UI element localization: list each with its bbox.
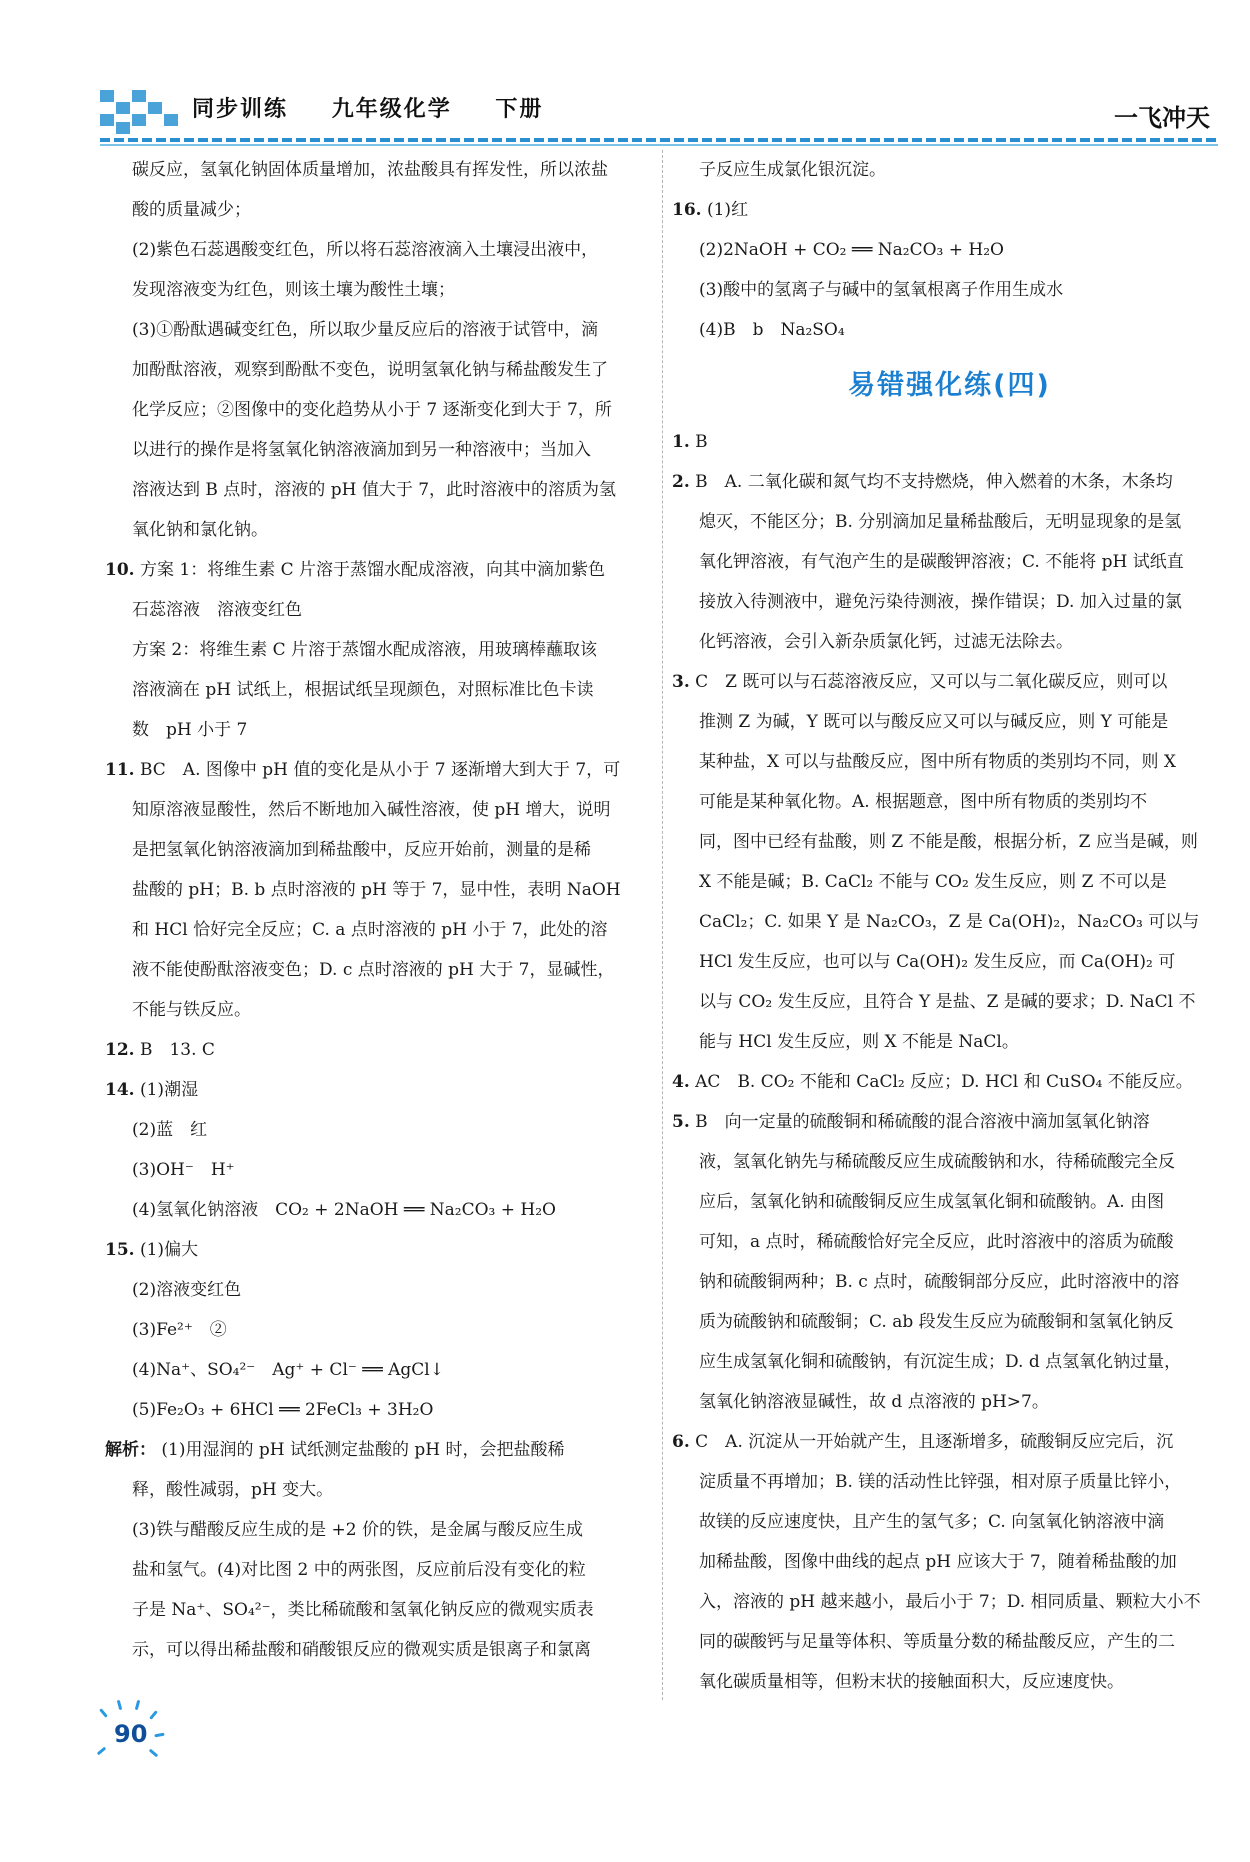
- line-text: 示，可以得出稀盐酸和硝酸银反应的微观实质是银离子和氯离: [132, 1640, 591, 1660]
- text-line: [672, 462, 1227, 502]
- line-text: 不能与铁反应。: [132, 1000, 251, 1020]
- line-text: B 向一定量的硫酸铜和稀硫酸的混合溶液中滴加氢氧化钠溶: [695, 1112, 1150, 1132]
- line-text: 加酚酞溶液，观察到酚酞不变色，说明氢氧化钠与稀盐酸发生了: [132, 360, 608, 380]
- line-text: 推测 Z 为碱，Y 既可以与酸反应又可以与碱反应，则 Y 可能是: [699, 712, 1169, 732]
- text-line: [105, 1590, 650, 1630]
- logo-blocks-icon: [100, 90, 180, 134]
- text-line: [105, 1350, 650, 1390]
- header-title: [192, 92, 577, 123]
- line-text: 氧化钾溶液，有气泡产生的是碳酸钾溶液；C. 不能将 pH 试纸直: [699, 552, 1184, 572]
- line-text: (2)2NaOH + CO₂ ══ Na₂CO₃ + H₂O: [699, 240, 1004, 260]
- text-line: [105, 430, 650, 470]
- text-line: [672, 742, 1227, 782]
- line-text: 液不能使酚酞溶液变色；D. c 点时溶液的 pH 大于 7，显碱性，: [132, 960, 615, 980]
- line-text: B: [695, 432, 708, 452]
- line-text: 故镁的反应速度快，且产生的氢气多；C. 向氢氧化钠溶液中滴: [699, 1512, 1165, 1532]
- text-line: [105, 1630, 650, 1670]
- question-number: 2.: [672, 472, 690, 492]
- line-text: 酸的质量减少；: [132, 200, 251, 220]
- line-text: (3)①酚酞遇碱变红色，所以取少量反应后的溶液于试管中，滴: [132, 320, 599, 340]
- text-line: [672, 1142, 1227, 1182]
- line-text: 应生成氢氧化铜和硫酸钠，有沉淀生成；D. d 点氢氧化钠过量，: [699, 1352, 1182, 1372]
- text-line: [672, 902, 1227, 942]
- line-text: 质为硫酸钠和硫酸铜；C. ab 段发生反应为硫酸铜和氢氧化钠反: [699, 1312, 1174, 1332]
- line-text: (3)铁与醋酸反应生成的是 +2 价的铁，是金属与酸反应生成: [132, 1520, 583, 1540]
- line-text: (4)B b Na₂SO₄: [699, 320, 845, 340]
- text-line: [105, 310, 650, 350]
- line-text: 加稀盐酸，图像中曲线的起点 pH 应该大于 7，随着稀盐酸的加: [699, 1552, 1177, 1572]
- line-text: 化学反应；②图像中的变化趋势从小于 7 逐渐变化到大于 7，所: [132, 400, 612, 420]
- line-text: 以与 CO₂ 发生反应，且符合 Y 是盐、Z 是碱的要求；D. NaCl 不: [699, 992, 1196, 1012]
- text-line: [672, 862, 1227, 902]
- line-text: 碳反应，氢氧化钠固体质量增加，浓盐酸具有挥发性，所以浓盐: [132, 160, 608, 180]
- page-header: [0, 0, 1250, 150]
- line-text: C Z 既可以与石蕊溶液反应，又可以与二氧化碳反应，则可以: [695, 672, 1168, 692]
- line-text: 释，酸性减弱，pH 变大。: [132, 1480, 334, 1500]
- line-text: 方案 2：将维生素 C 片溶于蒸馏水配成溶液，用玻璃棒蘸取该: [132, 640, 598, 660]
- question-number: 14.: [105, 1080, 135, 1100]
- text-line: [105, 830, 650, 870]
- question-number: 3.: [672, 672, 690, 692]
- brand-logo: 一飞冲天: [1114, 104, 1210, 132]
- text-line: [105, 270, 650, 310]
- line-text: (2)蓝 红: [132, 1120, 208, 1140]
- line-text: (1)偏大: [139, 1240, 199, 1260]
- text-line: [105, 990, 650, 1030]
- line-text: 接放入待测液中，避免污染待测液，操作错误；D. 加入过量的氯: [699, 592, 1182, 612]
- right-column: [672, 150, 1227, 1702]
- question-number: 12.: [105, 1040, 135, 1060]
- question-number: 10.: [105, 560, 135, 580]
- line-text: 溶液达到 B 点时，溶液的 pH 值大于 7，此时溶液中的溶质为氢: [132, 480, 617, 500]
- question-number: 4.: [672, 1072, 690, 1092]
- line-text: 氧化碳质量相等，但粉末状的接触面积大，反应速度快。: [699, 1672, 1124, 1692]
- line-text: BC A. 图像中 pH 值的变化是从小于 7 逐渐增大到大于 7，可: [139, 760, 621, 780]
- line-text: (1)红: [706, 200, 749, 220]
- line-text: B A. 二氧化碳和氮气均不支持燃烧，伸入燃着的木条，木条均: [695, 472, 1173, 492]
- line-text: 入，溶液的 pH 越来越小，最后小于 7；D. 相同质量、颗粒大小不: [699, 1592, 1201, 1612]
- text-line: [105, 230, 650, 270]
- line-text: CaCl₂；C. 如果 Y 是 Na₂CO₃，Z 是 Ca(OH)₂，Na₂CO₃ 可以与: [699, 912, 1200, 932]
- line-text: 数 pH 小于 7: [132, 720, 248, 740]
- text-line: [105, 870, 650, 910]
- text-line: [105, 1270, 650, 1310]
- text-line: [672, 782, 1227, 822]
- analysis-label: 解析：: [105, 1440, 156, 1460]
- line-text: (3)酸中的氢离子与碱中的氢氧根离子作用生成水: [699, 280, 1064, 300]
- text-line: [672, 1382, 1227, 1422]
- text-line: [105, 590, 650, 630]
- text-line: [672, 1342, 1227, 1382]
- question-number: 6.: [672, 1432, 690, 1452]
- text-line: [105, 1030, 650, 1070]
- text-line: [105, 1070, 650, 1110]
- text-line: [672, 582, 1227, 622]
- line-text: 钠和硫酸铜两种；B. c 点时，硫酸铜部分反应，此时溶液中的溶: [699, 1272, 1180, 1292]
- line-text: HCl 发生反应，也可以与 Ca(OH)₂ 发生反应，而 Ca(OH)₂ 可: [699, 952, 1176, 972]
- text-line: [105, 630, 650, 670]
- text-line: [105, 510, 650, 550]
- text-line: [105, 550, 650, 590]
- text-line: [672, 822, 1227, 862]
- text-line: [672, 1302, 1227, 1342]
- line-text: C A. 沉淀从一开始就产生，且逐渐增多，硫酸铜反应完后，沉: [695, 1432, 1174, 1452]
- question-number: 5.: [672, 1112, 690, 1132]
- line-text: (5)Fe₂O₃ + 6HCl ══ 2FeCl₃ + 3H₂O: [132, 1400, 434, 1420]
- text-line: [105, 1550, 650, 1590]
- line-text: 盐酸的 pH；B. b 点时溶液的 pH 等于 7，显中性，表明 NaOH: [132, 880, 621, 900]
- line-text: (1)用湿润的 pH 试纸测定盐酸的 pH 时，会把盐酸稀: [161, 1440, 565, 1460]
- line-text: 以进行的操作是将氢氧化钠溶液滴加到另一种溶液中；当加入: [132, 440, 591, 460]
- text-line: [672, 1262, 1227, 1302]
- line-text: 是把氢氧化钠溶液滴加到稀盐酸中，反应开始前，测量的是稀: [132, 840, 591, 860]
- text-line: [105, 710, 650, 750]
- line-text: 溶液滴在 pH 试纸上，根据试纸呈现颜色，对照标准比色卡读: [132, 680, 594, 700]
- question-number: 15.: [105, 1240, 135, 1260]
- text-line: [105, 1470, 650, 1510]
- left-column: [105, 150, 650, 1670]
- text-line: [672, 1542, 1227, 1582]
- line-text: 方案 1：将维生素 C 片溶于蒸馏水配成溶液，向其中滴加紫色: [139, 560, 606, 580]
- header-rule: [100, 138, 1218, 142]
- line-text: 盐和氢气。(4)对比图 2 中的两张图，反应前后没有变化的粒: [132, 1560, 586, 1580]
- text-line: [105, 1190, 650, 1230]
- question-number: 16.: [672, 200, 702, 220]
- text-line: [672, 542, 1227, 582]
- line-text: (3)Fe²⁺ ②: [132, 1320, 227, 1340]
- text-line: [105, 1310, 650, 1350]
- line-text: 知原溶液显酸性，然后不断地加入碱性溶液，使 pH 增大，说明: [132, 800, 611, 820]
- line-text: 石蕊溶液 溶液变红色: [132, 600, 302, 620]
- volume: 下册: [495, 97, 544, 122]
- text-line: [105, 750, 650, 790]
- text-line: [105, 950, 650, 990]
- text-line: [672, 422, 1227, 462]
- text-line: [105, 470, 650, 510]
- line-text: (3)OH⁻ H⁺: [132, 1160, 235, 1180]
- line-text: (1)潮湿: [139, 1080, 199, 1100]
- line-text: 化钙溶液，会引入新杂质氯化钙，过滤无法除去。: [699, 632, 1073, 652]
- text-line: [105, 1230, 650, 1270]
- text-line: [672, 1622, 1227, 1662]
- text-line: [672, 662, 1227, 702]
- text-line: [105, 1390, 650, 1430]
- text-line: [672, 1222, 1227, 1262]
- line-text: 子反应生成氯化银沉淀。: [699, 160, 886, 180]
- page-number: 90: [114, 1720, 148, 1748]
- text-line: [105, 790, 650, 830]
- line-text: 能与 HCl 发生反应，则 X 不能是 NaCl。: [699, 1032, 1019, 1052]
- right-column-top: [672, 150, 1227, 350]
- text-line: [105, 1150, 650, 1190]
- text-line: [672, 1022, 1227, 1062]
- question-number: 1.: [672, 432, 690, 452]
- line-text: (2)溶液变红色: [132, 1280, 242, 1300]
- line-text: (4)Na⁺、SO₄²⁻ Ag⁺ + Cl⁻ ══ AgCl↓: [132, 1360, 444, 1380]
- line-text: AC B. CO₂ 不能和 CaCl₂ 反应；D. HCl 和 CuSO₄ 不能反应。: [695, 1072, 1193, 1092]
- line-text: 氢氧化钠溶液显碱性，故 d 点溶液的 pH>7。: [699, 1392, 1049, 1412]
- text-line: [672, 1662, 1227, 1702]
- text-line: [105, 150, 650, 190]
- text-line: [672, 1062, 1227, 1102]
- text-line: [105, 1510, 650, 1550]
- line-text: (4)氢氧化钠溶液 CO₂ + 2NaOH ══ Na₂CO₃ + H₂O: [132, 1200, 556, 1220]
- section-title: 易错强化练(四): [848, 370, 1051, 401]
- line-text: 淀质量不再增加；B. 镁的活动性比锌强，相对原子质量比锌小，: [699, 1472, 1182, 1492]
- line-text: 发现溶液变为红色，则该土壤为酸性土壤；: [132, 280, 455, 300]
- text-line: [672, 942, 1227, 982]
- text-line: [672, 1502, 1227, 1542]
- column-divider: [662, 150, 663, 1700]
- text-line: [105, 390, 650, 430]
- line-text: 液，氢氧化钠先与稀硫酸反应生成硫酸钠和水，待稀硫酸完全反: [699, 1152, 1175, 1172]
- line-text: 同的碳酸钙与足量等体积、等质量分数的稀盐酸反应，产生的二: [699, 1632, 1175, 1652]
- text-line: [105, 350, 650, 390]
- series-name: 同步训练: [192, 97, 289, 122]
- text-line: [672, 150, 1227, 190]
- right-column-answers: [672, 422, 1227, 1702]
- line-text: 子是 Na⁺、SO₄²⁻，类比稀硫酸和氢氧化钠反应的微观实质表: [132, 1600, 594, 1620]
- text-line: [105, 910, 650, 950]
- text-line: [105, 190, 650, 230]
- line-text: 同，图中已经有盐酸，则 Z 不能是酸，根据分析，Z 应当是碱，则: [699, 832, 1198, 852]
- line-text: X 不能是碱；B. CaCl₂ 不能与 CO₂ 发生反应，则 Z 不可以是: [699, 872, 1167, 892]
- text-line: [672, 1102, 1227, 1142]
- text-line: [672, 1422, 1227, 1462]
- line-text: 可能是某种氧化物。A. 根据题意，图中所有物质的类别均不: [699, 792, 1148, 812]
- text-line: [672, 702, 1227, 742]
- line-text: 可知，a 点时，稀硫酸恰好完全反应，此时溶液中的溶质为硫酸: [699, 1232, 1174, 1252]
- line-text: 熄灭，不能区分；B. 分别滴加足量稀盐酸后，无明显现象的是氢: [699, 512, 1182, 532]
- text-line: [672, 230, 1227, 270]
- line-text: 氧化钠和氯化钠。: [132, 520, 268, 540]
- text-line: [672, 1182, 1227, 1222]
- line-text: 应后，氢氧化钠和硫酸铜反应生成氢氧化铜和硫酸钠。A. 由图: [699, 1192, 1165, 1212]
- text-line: [672, 982, 1227, 1022]
- text-line: [105, 670, 650, 710]
- line-text: 某种盐，X 可以与盐酸反应，图中所有物质的类别均不同，则 X: [699, 752, 1177, 772]
- line-text: B 13. C: [139, 1040, 215, 1060]
- text-line: [672, 1582, 1227, 1622]
- text-line: [672, 502, 1227, 542]
- text-line: [672, 270, 1227, 310]
- line-text: 和 HCl 恰好完全反应；C. a 点时溶液的 pH 小于 7，此处的溶: [132, 920, 608, 940]
- page-number-badge: [100, 1700, 170, 1760]
- text-line: [105, 1430, 650, 1470]
- header-rule-thin: [100, 144, 1218, 146]
- text-line: [105, 1110, 650, 1150]
- text-line: [672, 310, 1227, 350]
- grade-subject: 九年级化学: [331, 97, 452, 122]
- text-line: [672, 190, 1227, 230]
- line-text: (2)紫色石蕊遇酸变红色，所以将石蕊溶液滴入土壤浸出液中，: [132, 240, 599, 260]
- text-line: [672, 622, 1227, 662]
- text-line: [672, 1462, 1227, 1502]
- question-number: 11.: [105, 760, 135, 780]
